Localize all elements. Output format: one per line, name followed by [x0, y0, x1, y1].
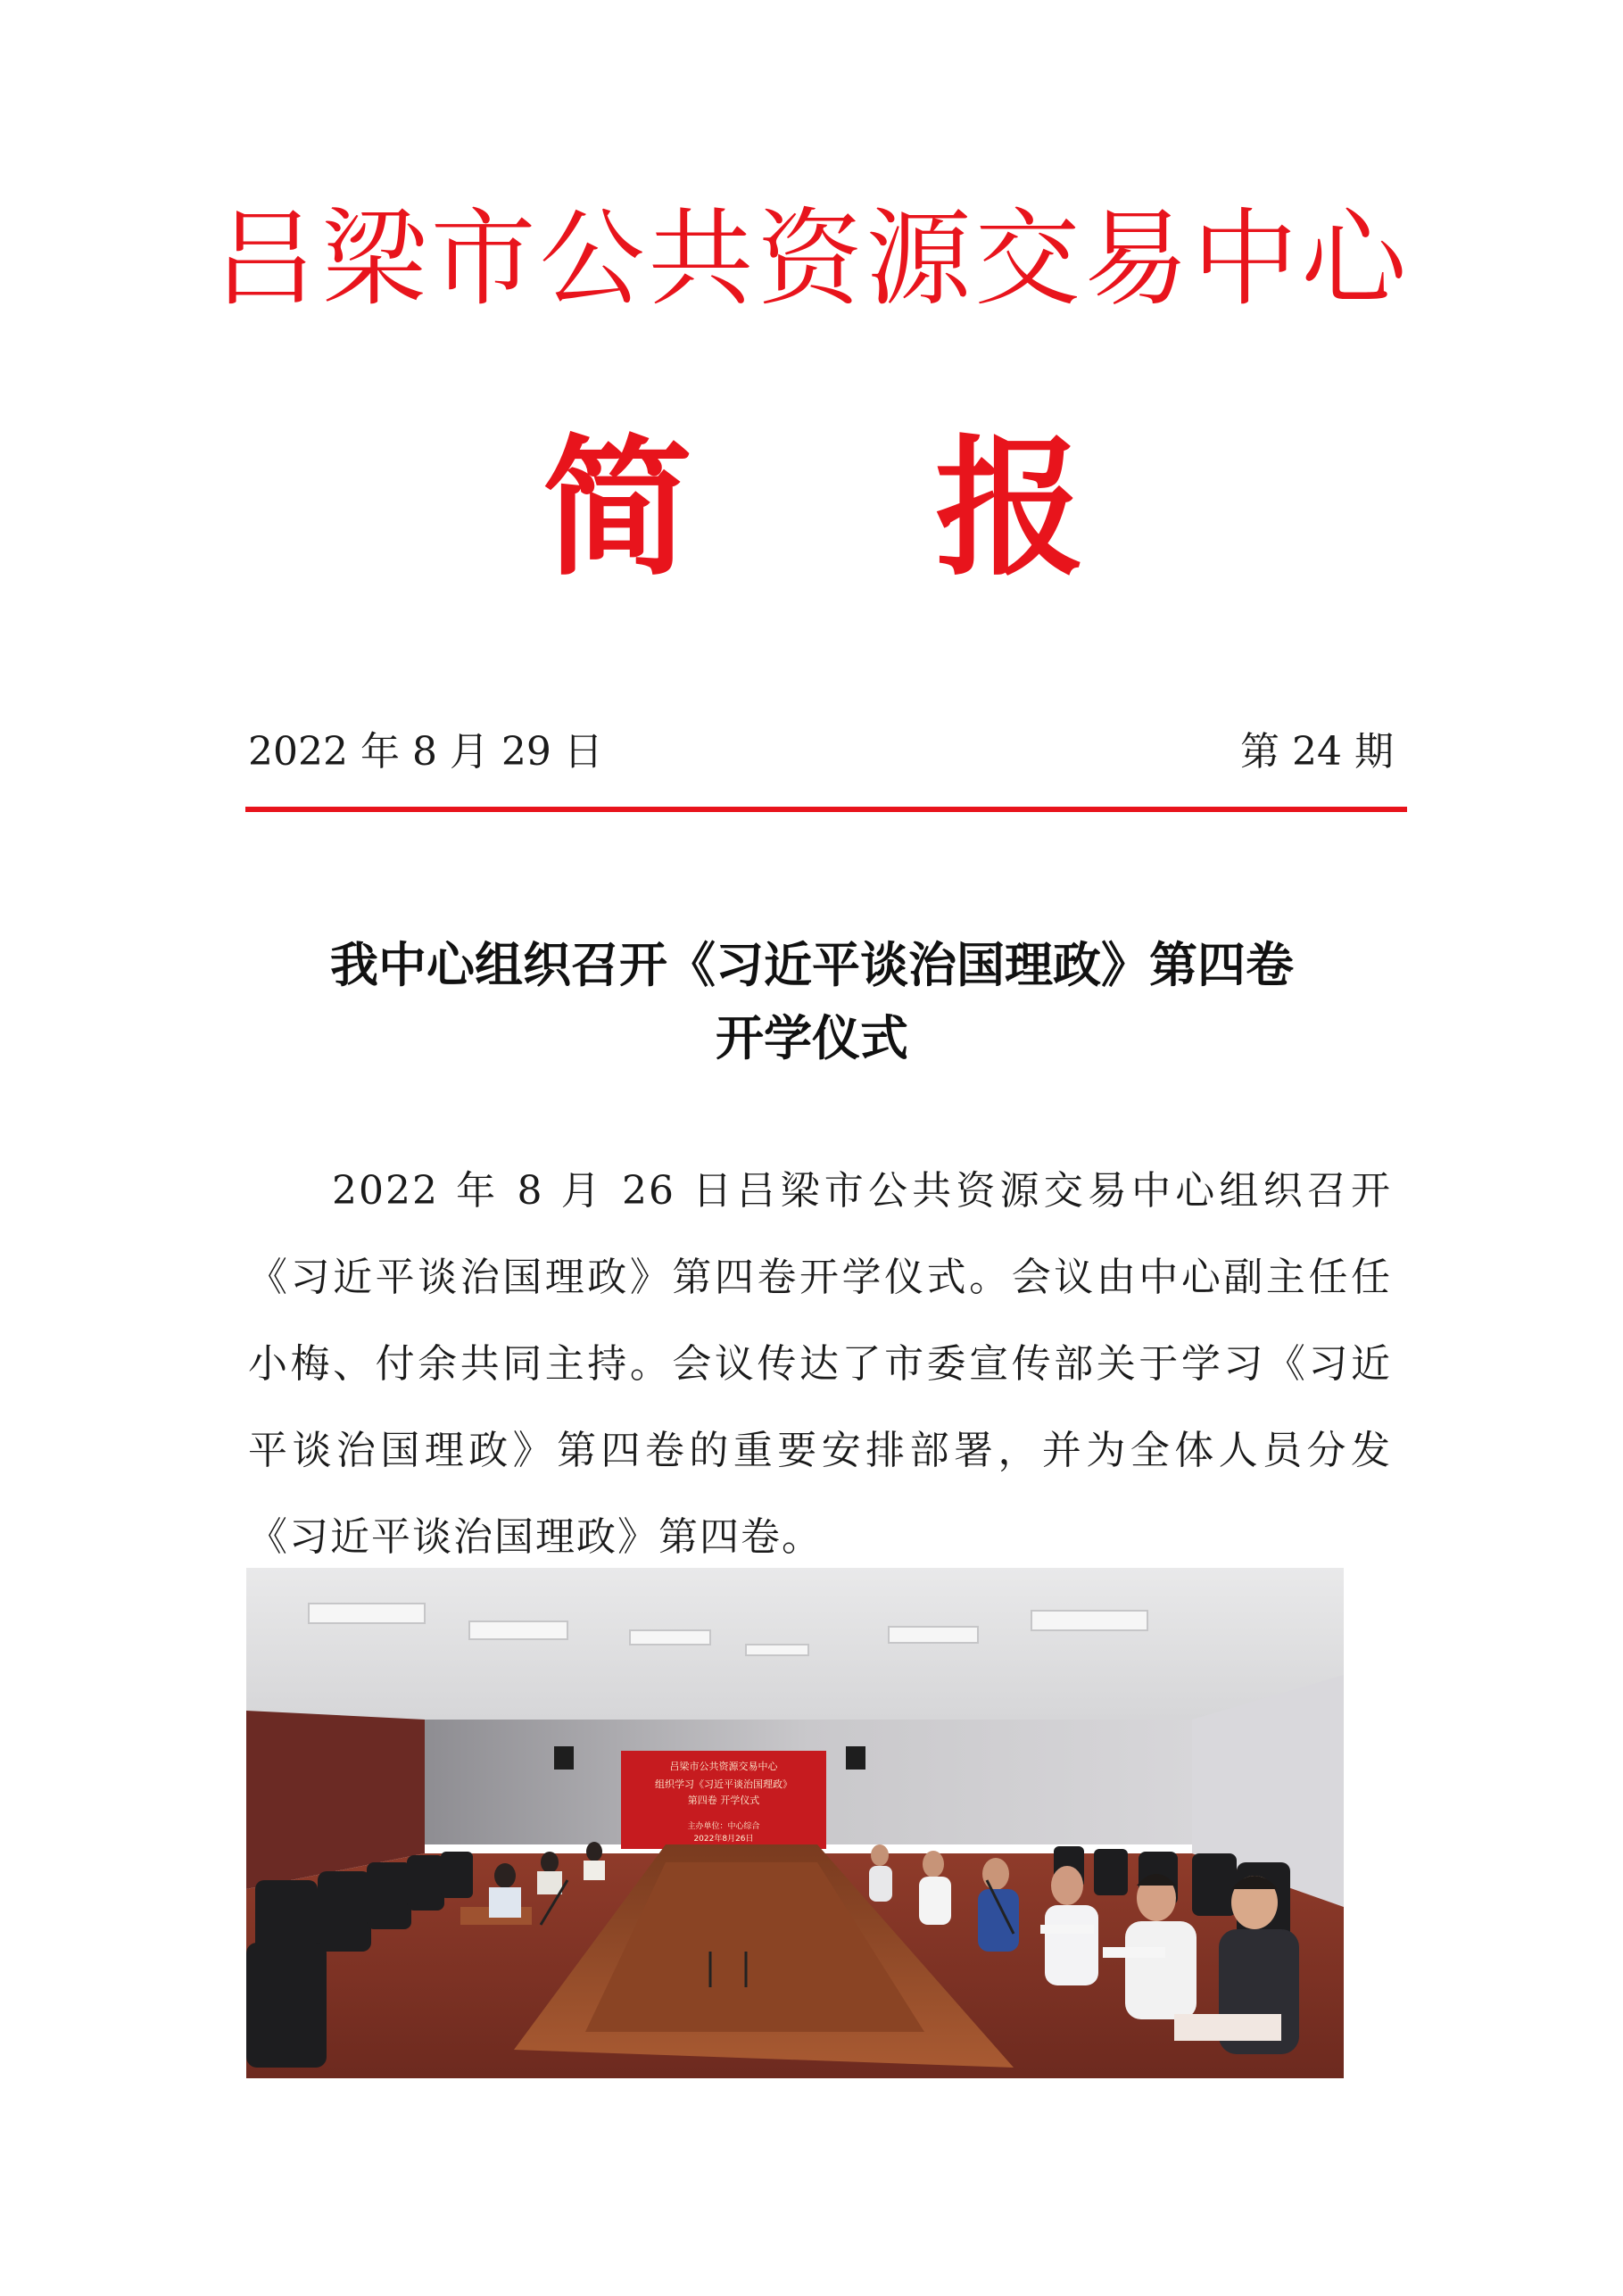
issue-number: 第 24 期 — [1240, 729, 1394, 775]
screen-line-1: 吕梁市公共资源交易中心 — [669, 1761, 778, 1772]
article-headline — [178, 928, 1445, 1074]
organization-title: 吕梁市公共资源交易中心 — [212, 197, 1411, 320]
headline-line-1: 我中心组织召开《习近平谈治国理政》第四卷 — [330, 936, 1294, 993]
meeting-photo — [246, 1568, 1344, 2078]
red-divider-rule — [245, 807, 1407, 812]
bulletin-title-char-1: 简 — [542, 421, 692, 596]
bulletin-title-char-2: 报 — [935, 421, 1085, 596]
screen-line-3: 第四卷 开学仪式 — [687, 1795, 760, 1806]
headline-line-2: 开学仪式 — [716, 1009, 908, 1066]
screen-line-4: 主办单位：中心综合 — [687, 1822, 760, 1831]
screen-line-5: 2022年8月26日 — [693, 1835, 754, 1844]
article-paragraph: 2022 年 8 月 26 日吕梁市公共资源交易中心组织召开《习近平谈治国理政》第四卷开学仪式。会议由中心副主任任小梅、付余共同主持。会议传达了市委宣传部关于学习《习近平谈治国理政》第四卷的重要安排部署，并为全体人员分发《习近平谈治国理政》第四卷。 — [248, 1168, 1392, 1560]
screen-line-2: 组织学习《习近平谈治国理政》 — [655, 1778, 792, 1790]
issue-date: 2022 年 8 月 29 日 — [248, 729, 603, 775]
